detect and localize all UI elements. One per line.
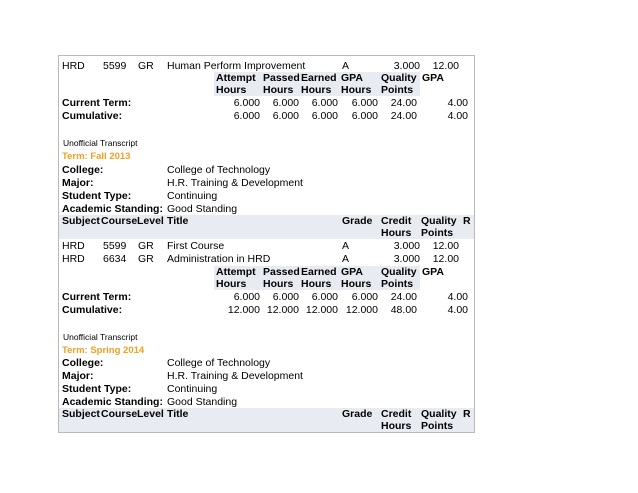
title-cell: First Course (167, 240, 225, 252)
header-course: Course (101, 215, 138, 227)
header-level: Level (137, 408, 164, 420)
term-title: Term: Spring 2014 (62, 345, 145, 356)
current-term-label: Current Term: (62, 291, 132, 303)
academic-standing-value: Good Standing (167, 396, 238, 408)
cumulative-attempt: 12.000 (227, 304, 260, 316)
grade-cell: A (342, 240, 350, 252)
cumulative-earned: 12.000 (305, 304, 338, 316)
college-value: College of Technology (167, 164, 271, 176)
cumulative-label: Cumulative: (62, 110, 123, 122)
unofficial-transcript-label: Unofficial Transcript (63, 332, 138, 342)
title-cell: Human Perform Improvement (167, 60, 306, 72)
header-r: R (463, 408, 471, 420)
header-grade: Grade (342, 215, 373, 227)
academic-standing-label: Academic Standing: (62, 396, 163, 408)
header-credit-hours: Credit Hours (381, 408, 412, 432)
current-earned: 6.000 (311, 291, 338, 303)
subject-cell: HRD (62, 253, 85, 265)
cumulative-attempt: 6.000 (233, 110, 260, 122)
grade-cell: A (342, 253, 350, 265)
header-quality: Quality Points (381, 72, 417, 96)
student-type-value: Continuing (167, 190, 218, 202)
current-passed: 6.000 (272, 97, 299, 109)
header-gpa-hours: GPA Hours (341, 72, 372, 96)
cumulative-gpa-hours: 12.000 (345, 304, 378, 316)
title-cell: Administration in HRD (167, 253, 271, 265)
header-earned: Earned Hours (301, 72, 337, 96)
credit-cell: 3.000 (393, 240, 420, 252)
cumulative-earned: 6.000 (311, 110, 338, 122)
major-value: H.R. Training & Development (167, 177, 303, 189)
level-cell: GR (138, 240, 154, 252)
cumulative-quality: 48.00 (390, 304, 417, 316)
current-gpa: 4.00 (447, 97, 468, 109)
header-passed: Passed Hours (263, 72, 300, 96)
header-r: R (463, 215, 471, 227)
major-label: Major: (62, 370, 94, 382)
quality-cell: 12.00 (432, 253, 459, 265)
course-cell: 5599 (103, 240, 127, 252)
header-title: Title (167, 215, 189, 227)
subject-cell: HRD (62, 240, 85, 252)
term-title: Term: Fall 2013 (62, 151, 131, 162)
major-label: Major: (62, 177, 94, 189)
current-passed: 6.000 (272, 291, 299, 303)
header-quality-points: Quality Points (421, 408, 457, 432)
cumulative-gpa: 4.00 (447, 304, 468, 316)
header-title: Title (167, 408, 189, 420)
header-credit-hours: Credit Hours (381, 215, 412, 239)
student-type-value: Continuing (167, 383, 218, 395)
cumulative-passed: 12.000 (266, 304, 299, 316)
header-gpa-hours: GPA Hours (341, 266, 372, 290)
header-subject: Subject (62, 408, 100, 420)
cumulative-label: Cumulative: (62, 304, 123, 316)
current-gpa-hours: 6.000 (351, 291, 378, 303)
header-quality-points: Quality Points (421, 215, 457, 239)
header-level: Level (137, 215, 164, 227)
cumulative-quality: 24.00 (390, 110, 417, 122)
header-attempt: Attempt Hours (216, 72, 256, 96)
credit-cell: 3.000 (393, 253, 420, 265)
academic-standing-value: Good Standing (167, 203, 238, 215)
unofficial-transcript-label: Unofficial Transcript (63, 138, 138, 148)
current-gpa-hours: 6.000 (351, 97, 378, 109)
quality-cell: 12.00 (432, 60, 459, 72)
level-cell: GR (138, 253, 154, 265)
current-attempt: 6.000 (233, 291, 260, 303)
current-attempt: 6.000 (233, 97, 260, 109)
credit-cell: 3.000 (393, 60, 420, 72)
header-earned: Earned Hours (301, 266, 337, 290)
current-gpa: 4.00 (447, 291, 468, 303)
college-label: College: (62, 357, 104, 369)
header-grade: Grade (342, 408, 373, 420)
current-quality: 24.00 (390, 291, 417, 303)
grade-cell: A (342, 60, 350, 72)
header-subject: Subject (62, 215, 100, 227)
cumulative-passed: 6.000 (272, 110, 299, 122)
header-attempt: Attempt Hours (216, 266, 256, 290)
header-course: Course (101, 408, 138, 420)
course-cell: 6634 (103, 253, 127, 265)
header-passed: Passed Hours (263, 266, 300, 290)
student-type-label: Student Type: (62, 190, 132, 202)
subject-cell: HRD (62, 60, 85, 72)
college-label: College: (62, 164, 104, 176)
academic-standing-label: Academic Standing: (62, 203, 163, 215)
course-cell: 5599 (103, 60, 127, 72)
college-value: College of Technology (167, 357, 271, 369)
header-quality: Quality Points (381, 266, 417, 290)
current-term-label: Current Term: (62, 97, 132, 109)
current-quality: 24.00 (390, 97, 417, 109)
quality-cell: 12.00 (432, 240, 459, 252)
cumulative-gpa-hours: 6.000 (351, 110, 378, 122)
student-type-label: Student Type: (62, 383, 132, 395)
header-gpa: GPA (422, 72, 444, 84)
current-earned: 6.000 (311, 97, 338, 109)
major-value: H.R. Training & Development (167, 370, 303, 382)
level-cell: GR (138, 60, 154, 72)
cumulative-gpa: 4.00 (447, 110, 468, 122)
header-gpa: GPA (422, 266, 444, 278)
